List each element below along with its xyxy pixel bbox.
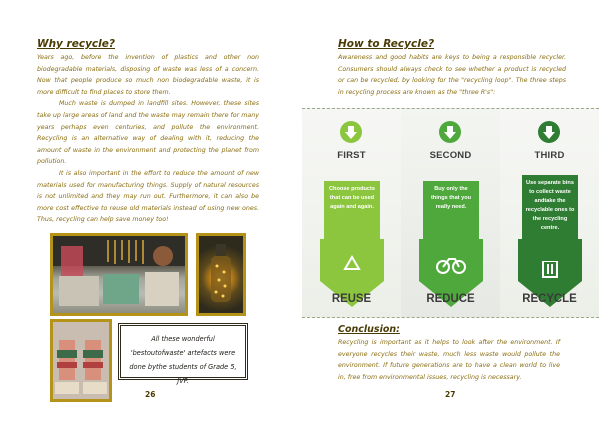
step-third <box>500 109 599 318</box>
photo-caption: All these wonderful 'bestoutofwaste' artefacts were done bythe students of Grade 5, JVP. <box>118 323 248 380</box>
down-arrow-icon <box>439 121 461 143</box>
step-word: REDUCE <box>426 291 475 305</box>
step-ordinal: THIRD <box>534 150 565 161</box>
page-number-right: 27 <box>445 390 456 399</box>
sandals-photo <box>50 319 112 402</box>
step-description: Buy only the things that you really need. <box>423 181 479 255</box>
step-description: Use separate bins to collect waste andtake the recyclable ones to the recycling centre. <box>522 175 578 261</box>
page-number-left: 26 <box>145 390 156 399</box>
step-first <box>302 109 401 318</box>
paragraph-1: Years ago, before the invention of plastics and other non biodegradable materials, disposing of waste was less of a concern. Now that people produce so much non biodegradable waste, it is more difficult to find places to store them. <box>37 54 259 96</box>
step-word: REUSE <box>331 291 372 305</box>
step-second <box>401 109 500 318</box>
how-to-recycle-intro: Awareness and good habits are keys to being a responsible recycler. Consumers should always check to see whether a product is recycled or can be recycled, by looking for the "recycling loop". The three steps in recycling process are known as the "three R's": <box>338 54 566 96</box>
down-arrow-icon <box>538 121 560 143</box>
crafts-photo <box>50 233 188 316</box>
step-ordinal: FIRST <box>337 150 366 161</box>
step-description: Choose products that can be used again and again. <box>324 181 380 255</box>
step-word: RECYCLE <box>522 291 577 305</box>
conclusion-heading: Conclusion: <box>338 324 400 335</box>
why-recycle-heading: Why recycle? <box>37 38 115 50</box>
why-recycle-text <box>37 52 259 226</box>
paragraph-2: Much waste is dumped in landfill sites. However, these sites take up large areas of land and the waste may remain there for many years perhaps even centuries, and pollute the environment. Recycling is an alternative way of dealing with it, reducing the amount of waste in the environment and protecting the planet from pollution. <box>37 100 259 166</box>
bottle-lamp-photo <box>196 233 246 316</box>
step-ordinal: SECOND <box>429 150 472 161</box>
paragraph-3: It is also important in the effort to reduce the amount of new materials used for manufacturing things. Supply of natural resources is not unlimited and they may run out. Furthermore, it can also be more cost effective to reuse old materials instead of using new ones. Thus, recycling can help save money too! <box>37 169 259 224</box>
three-rs-graphic <box>302 108 599 318</box>
down-arrow-icon <box>340 121 362 143</box>
how-to-recycle-heading: How to Recycle? <box>338 38 435 50</box>
conclusion-text: Recycling is important as it helps to look after the environment. If everyone recycles their waste, much less waste would pollute the environment. If future generations are to have a clean world to live in, free from environmental issues, recycling is necessary. <box>338 339 560 381</box>
